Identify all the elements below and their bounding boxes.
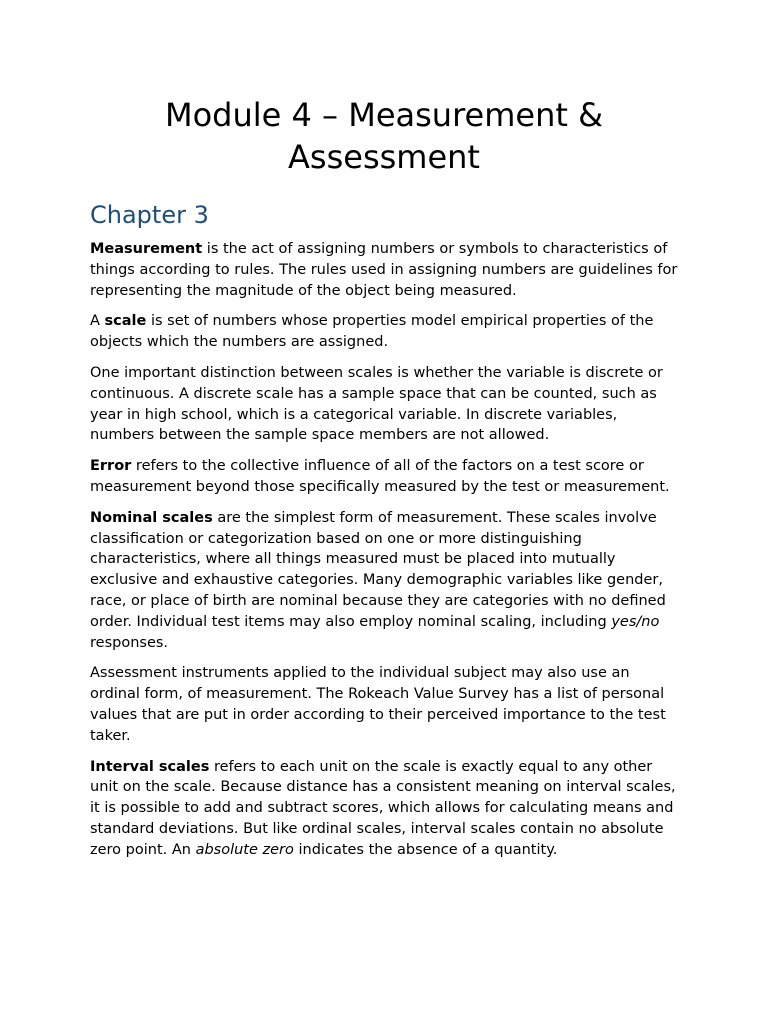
- paragraph-text: refers to each unit on the scale is exactly equal to any other unit on the scale. Because distance has a consistent meaning on interval scales, it is possible to add and subtract scores, which allows for calculating means and standard deviations. But like ordinal scales, interval scales contain no absolute zero point. An: [90, 758, 676, 858]
- term-scale: scale: [104, 313, 147, 330]
- document-body: [90, 239, 680, 871]
- emphasis-yes-no: yes/no: [611, 613, 660, 630]
- paragraph-text: Assessment instruments applied to the individual subject may also use an ordinal form, of measurement. The Rokeach Value Survey has a list of personal values that are put in order according to their perceived importance to the test taker.: [90, 665, 666, 744]
- paragraph-tail: responses.: [90, 634, 169, 651]
- paragraph-interval-scales: [90, 757, 680, 861]
- paragraph-text: refers to the collective influence of all of the factors on a test score or measurement beyond those specifically measured by the test or measurement.: [90, 458, 670, 495]
- chapter-heading: Chapter 3: [90, 201, 209, 229]
- term-measurement: Measurement: [90, 241, 203, 257]
- paragraph-nominal-scales: [90, 508, 680, 654]
- paragraph-measurement: [90, 239, 680, 301]
- term-interval-scales: Interval scales: [90, 758, 210, 775]
- document-title: Module 4 – Measurement & Assessment: [164, 96, 604, 176]
- term-nominal-scales: Nominal scales: [90, 509, 213, 526]
- paragraph-tail: indicates the absence of a quantity.: [293, 841, 558, 858]
- paragraph-text: is the act of assigning numbers or symbols to characteristics of things according to rules. The rules used in assigning numbers are guidelines for representing the magnitude of the object being measured.: [90, 241, 678, 299]
- paragraph-error: [90, 456, 680, 498]
- paragraph-text: One important distinction between scales is whether the variable is discrete or continuous. A discrete scale has a sample space that can be counted, such as year in high school, which is a categorical variable. In discrete variables, numbers between the sample space members are not allowed.: [90, 364, 663, 444]
- paragraph-text: are the simplest form of measurement. These scales involve classification or categorization based on one or more distinguishing characteristics, where all things measured must be placed into mutually exclusive and exhaustive categories. Many demographic variables like gender, race, or place of birth are nominal because they are categories with no defined order. Individual test items may also employ nominal scaling, including: [90, 509, 666, 630]
- paragraph-lead: A: [90, 313, 105, 330]
- paragraph-scale: [90, 311, 680, 353]
- paragraph-ordinal: [90, 663, 680, 746]
- paragraph-text: is set of numbers whose properties model empirical properties of the objects which the numbers are assigned.: [90, 313, 654, 351]
- term-error: Error: [90, 458, 132, 475]
- emphasis-absolute-zero: absolute zero: [195, 841, 294, 858]
- paragraph-discrete-continuous: [90, 363, 680, 446]
